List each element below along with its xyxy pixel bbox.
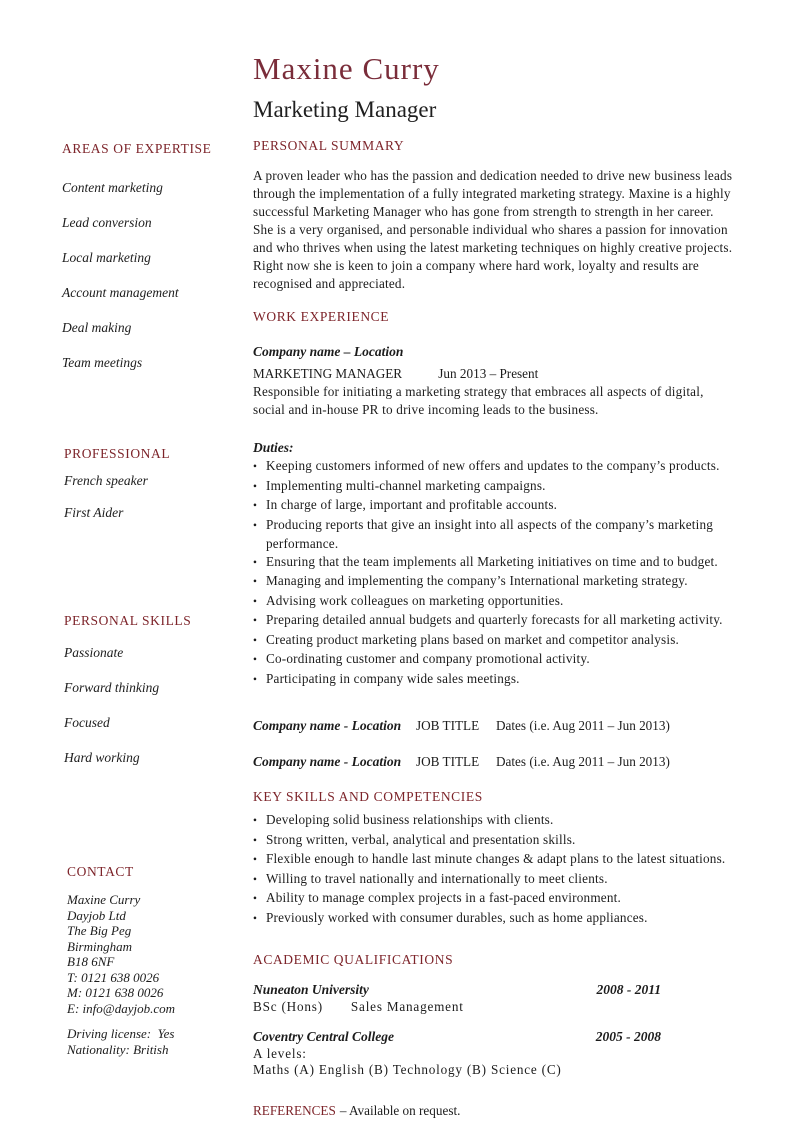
contact-extra-list xyxy=(67,1026,247,1057)
previous-role-dates: Dates (i.e. Aug 2011 – Jun 2013) xyxy=(496,754,670,769)
professional-list xyxy=(64,473,244,521)
personal-skill-item: Passionate xyxy=(64,645,124,660)
references-heading: REFERENCES xyxy=(253,1103,336,1118)
key-skill-item: • Willing to travel nationally and internationally to meet clients. xyxy=(253,870,737,890)
professional-heading: PROFESSIONAL xyxy=(64,446,171,461)
expertise-list xyxy=(62,180,242,371)
previous-role-company: Company name - Location xyxy=(253,754,402,769)
contact-extra-line: Nationality: British xyxy=(67,1041,169,1057)
sidebar-section-personal-skills xyxy=(64,613,244,785)
alevels-label: A levels: xyxy=(253,1046,307,1061)
duty-item: • Advising work colleagues on marketing opportunities. xyxy=(253,592,737,612)
work-experience-heading: WORK EXPERIENCE xyxy=(253,309,390,324)
academic-row xyxy=(253,1028,661,1046)
previous-roles xyxy=(253,717,737,771)
references-text: – Available on request. xyxy=(339,1103,461,1118)
key-skill-item: • Developing solid business relationships with clients. xyxy=(253,811,737,831)
expertise-item: Local marketing xyxy=(62,250,151,265)
expertise-item: Content marketing xyxy=(62,180,163,195)
degree-name: BSc (Hons) xyxy=(253,999,323,1014)
current-job-description: Responsible for initiating a marketing strategy that embraces all aspects of digital, social and in-house PR to drive incoming leads to the business. xyxy=(253,384,704,417)
personal-skill-item: Hard working xyxy=(64,750,140,765)
key-skill-item: • Flexible enough to handle last minute changes & adapt plans to the latest situations. xyxy=(253,850,737,870)
personal-skill-item: Focused xyxy=(64,715,110,730)
duty-item: • Producing reports that give an insight into all aspects of the company’s marketing performance. xyxy=(253,516,737,553)
institution-name: Coventry Central College xyxy=(253,1029,394,1044)
academic-heading: ACADEMIC QUALIFICATIONS xyxy=(253,952,454,967)
contact-line: M: 0121 638 0026 xyxy=(67,985,164,1000)
key-skill-item: • Previously worked with consumer durables, such as home appliances. xyxy=(253,909,737,929)
summary-heading: PERSONAL SUMMARY xyxy=(253,138,405,153)
duty-item: • Co-ordinating customer and company promotional activity. xyxy=(253,650,737,670)
key-skill-item: • Strong written, verbal, analytical and presentation skills. xyxy=(253,831,737,851)
key-skills-list xyxy=(253,811,737,928)
personal-skill-item: Forward thinking xyxy=(64,680,160,695)
duty-item: • Implementing multi-channel marketing campaigns. xyxy=(253,477,737,497)
contact-line: E: info@dayjob.com xyxy=(67,1000,175,1016)
duties-list xyxy=(253,457,737,689)
current-job-dates: Jun 2013 – Present xyxy=(438,366,539,381)
duties-label: Duties: xyxy=(253,440,294,455)
personal-skills-list xyxy=(64,645,244,766)
references-line xyxy=(253,1102,737,1120)
degree-subject: Sales Management xyxy=(350,999,464,1014)
duty-item: • In charge of large, important and profitable accounts. xyxy=(253,496,737,516)
previous-role-row xyxy=(253,753,737,771)
professional-item: French speaker xyxy=(64,473,148,488)
previous-role-row xyxy=(253,717,737,735)
expertise-heading: AREAS OF EXPERTISE xyxy=(62,141,212,156)
contact-line: Dayjob Ltd xyxy=(67,907,126,923)
academic-row xyxy=(253,981,661,999)
professional-item: First Aider xyxy=(64,505,124,520)
degree-line xyxy=(253,999,737,1015)
current-job-title: MARKETING MANAGER xyxy=(253,366,403,381)
contact-line: Maxine Curry xyxy=(67,892,141,907)
sidebar-section-professional xyxy=(64,446,244,537)
main-column xyxy=(253,50,737,1120)
institution-name: Nuneaton University xyxy=(253,982,369,997)
duty-item: • Managing and implementing the company’s International marketing strategy. xyxy=(253,572,737,592)
current-job-row xyxy=(253,365,737,383)
academic-entry-college xyxy=(253,1028,737,1078)
summary-text: A proven leader who has the passion and dedication needed to drive new business leads through the implementation of a fully integrated marketing strategy. Maxine is a highly successful Marketing Manager who has gone from strength to strength in her career. She is a very organised, and personable individual who shares a passion for innovation and who thrives when using the latest marketing techniques on highly creative projects. Right now she is keen to join a company where hard work, loyalty and results are recognised and appreciated. xyxy=(253,168,733,291)
alevels-grades: Maths (A) English (B) Technology (B) Science (C) xyxy=(253,1062,562,1077)
sidebar-section-contact xyxy=(67,864,247,1057)
contact-extra-line: Driving license: Yes xyxy=(67,1026,175,1041)
previous-role-dates: Dates (i.e. Aug 2011 – Jun 2013) xyxy=(496,718,670,733)
contact-line: B18 6NF xyxy=(67,954,115,969)
previous-role-title: JOB TITLE xyxy=(416,718,480,733)
candidate-job-title: Marketing Manager xyxy=(253,97,437,122)
personal-skills-heading: PERSONAL SKILLS xyxy=(64,613,192,628)
duty-item: • Creating product marketing plans based on market and competitor analysis. xyxy=(253,631,737,651)
duty-item: • Ensuring that the team implements all Marketing initiatives on time and to budget. xyxy=(253,553,737,573)
institution-dates: 2005 - 2008 xyxy=(595,1029,661,1044)
contact-line: The Big Peg xyxy=(67,923,132,938)
sidebar-section-expertise xyxy=(62,141,242,390)
duty-item: • Keeping customers informed of new offers and updates to the company’s products. xyxy=(253,457,737,477)
previous-role-company: Company name - Location xyxy=(253,718,402,733)
key-skill-item: • Ability to manage complex projects in a fast-paced environment. xyxy=(253,889,737,909)
academic-entry-university xyxy=(253,981,737,1015)
contact-line: T: 0121 638 0026 xyxy=(67,969,160,985)
expertise-item: Lead conversion xyxy=(62,215,152,230)
previous-role-title: JOB TITLE xyxy=(416,754,480,769)
contact-address-list xyxy=(67,892,247,1016)
key-skills-heading: KEY SKILLS AND COMPETENCIES xyxy=(253,789,483,804)
contact-heading: CONTACT xyxy=(67,864,134,879)
expertise-item: Team meetings xyxy=(62,355,143,370)
candidate-name: Maxine Curry xyxy=(253,51,440,86)
institution-dates: 2008 - 2011 xyxy=(596,982,661,997)
expertise-item: Account management xyxy=(62,285,179,300)
current-company-line: Company name – Location xyxy=(253,344,404,359)
expertise-item: Deal making xyxy=(62,320,132,335)
contact-line: Birmingham xyxy=(67,938,132,954)
duty-item: • Preparing detailed annual budgets and quarterly forecasts for all marketing activity. xyxy=(253,611,737,631)
duty-item: • Participating in company wide sales meetings. xyxy=(253,670,737,690)
